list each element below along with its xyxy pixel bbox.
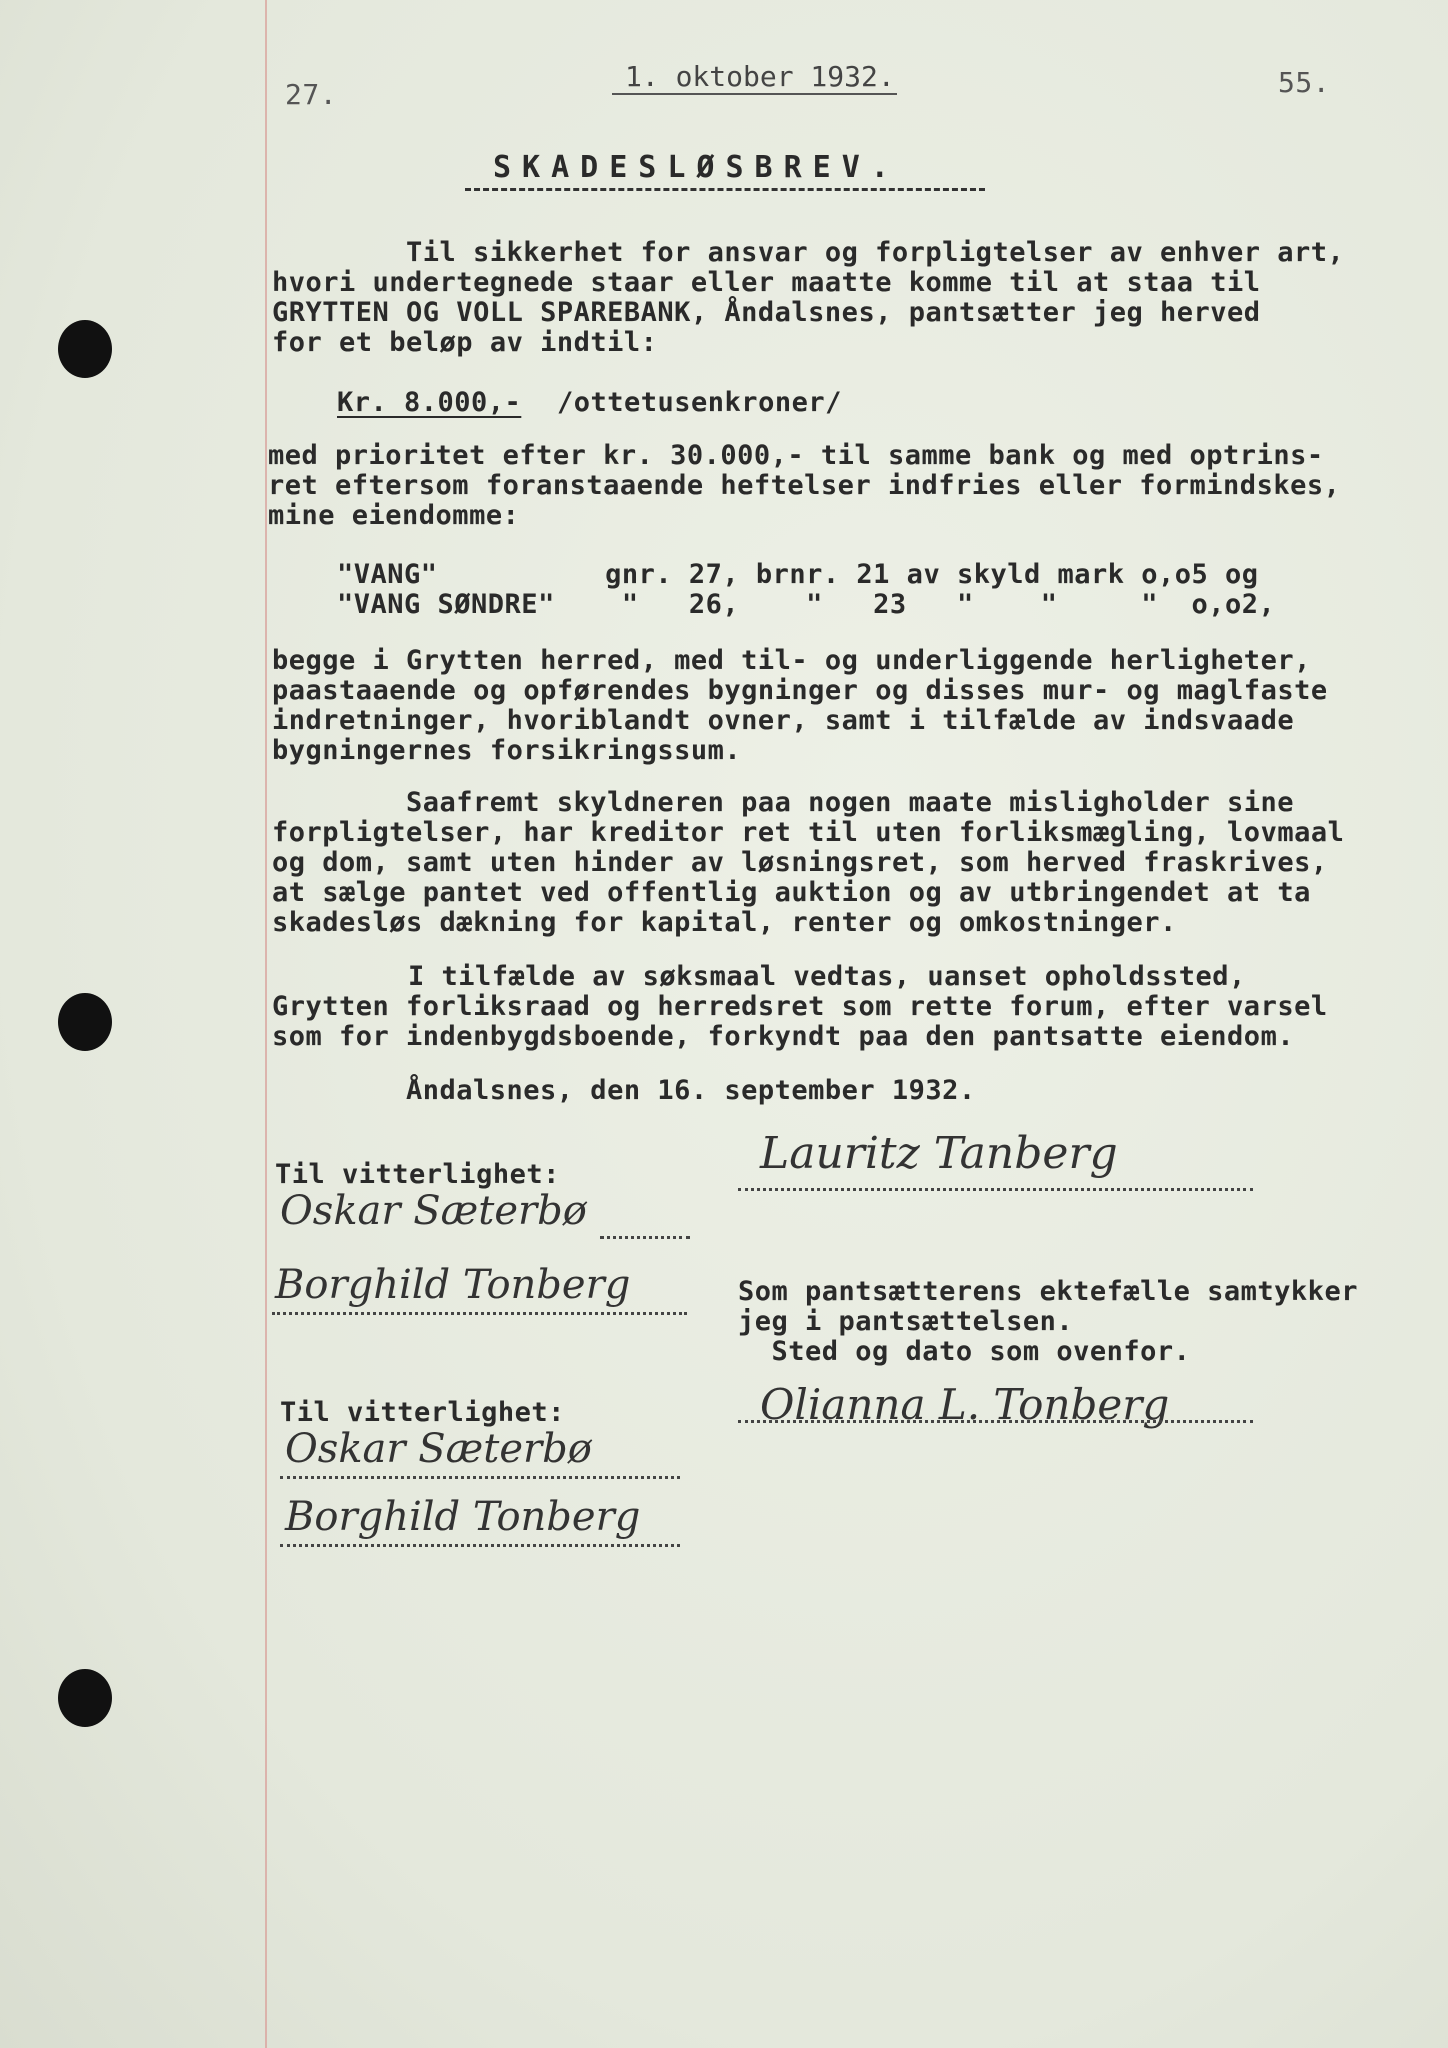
property-line: "VANG SØNDRE" " 26, " 23 " " " o,o2,: [337, 589, 1276, 620]
witness-signature: Oskar Sæterbø: [285, 1426, 592, 1472]
witness-label: Til vitterlighet:: [275, 1159, 560, 1190]
para1-line: hvori undertegnede staar eller maatte komme til at staa til: [272, 267, 1261, 298]
para3-line: paastaaende og opførendes bygninger og disses mur- og maglfaste: [272, 675, 1328, 706]
title-underline: [465, 188, 985, 191]
loan-amount: Kr. 8.000,-: [337, 387, 522, 418]
para4-line: forpligtelser, har kreditor ret til uten forliksmægling, lovmaal: [272, 817, 1345, 848]
signature-dotted-line: [272, 1312, 687, 1315]
para4-line: Saafremt skyldneren paa nogen maate misligholder sine: [406, 787, 1295, 818]
witness-label: Til vitterlighet:: [280, 1397, 565, 1428]
header-date-underline: [612, 93, 897, 95]
para1-line: Til sikkerhet for ansvar og forpligtelser av enhver art,: [406, 237, 1345, 268]
para1-line: for et beløp av indtil:: [272, 327, 658, 358]
witness-signature: Oskar Sæterbø: [280, 1188, 587, 1234]
para3-line: bygningernes forsikringssum.: [272, 735, 742, 766]
witness-signature: Borghild Tonberg: [275, 1262, 631, 1308]
punch-hole: [58, 993, 112, 1051]
para2-line: ret eftersom foranstaaende heftelser indfries eller formindskes,: [268, 470, 1341, 501]
para1-line: GRYTTEN OG VOLL SPAREBANK, Åndalsnes, pantsætter jeg herved: [272, 297, 1261, 328]
consent-line: Som pantsætterens ektefælle samtykker: [738, 1276, 1358, 1307]
para4-line: og dom, samt uten hinder av løsningsret, som herved fraskrives,: [272, 847, 1328, 878]
loan-amount-words: /ottetusenkroner/: [557, 387, 842, 418]
debtor-signature: Lauritz Tanberg: [760, 1128, 1118, 1179]
signature-dotted-line: [600, 1236, 690, 1239]
punch-hole: [58, 1669, 112, 1727]
para5-line: som for indenbygdsboende, forkyndt paa den pantsatte eiendom.: [272, 1021, 1295, 1052]
signature-dotted-line: [738, 1188, 1253, 1191]
para2-line: mine eiendomme:: [268, 500, 520, 531]
consent-line: Sted og dato som ovenfor.: [738, 1336, 1191, 1367]
margin-rule: [265, 0, 267, 2048]
para5-line: I tilfælde av søksmaal vedtas, uanset opholdssted,: [408, 961, 1246, 992]
signature-dotted-line: [738, 1420, 1253, 1423]
spouse-signature: Olianna L. Tonberg: [760, 1380, 1170, 1429]
signature-dotted-line: [280, 1476, 680, 1479]
para4-line: at sælge pantet ved offentlig auktion og av utbringendet at ta: [272, 877, 1311, 908]
page-left-number: 27.: [285, 78, 338, 111]
para5-line: Grytten forliksraad og herredsret som rette forum, efter varsel: [272, 991, 1328, 1022]
signature-dotted-line: [280, 1544, 680, 1547]
para3-line: indretninger, hvoriblandt ovner, samt i tilfælde av indsvaade: [272, 705, 1295, 736]
punch-hole: [58, 320, 112, 378]
para2-line: med prioritet efter kr. 30.000,- til samme bank og med optrins-: [268, 440, 1324, 471]
para3-line: begge i Grytten herred, med til- og underliggende herligheter,: [272, 645, 1311, 676]
property-line: "VANG" gnr. 27, brnr. 21 av skyld mark o,o5 og: [337, 559, 1259, 590]
header-date: 1. oktober 1932.: [625, 60, 895, 93]
document-title: SKADESLØSBREV.: [493, 150, 900, 185]
witness-signature: Borghild Tonberg: [285, 1494, 641, 1540]
page-right-number: 55.: [1278, 66, 1331, 99]
consent-line: jeg i pantsættelsen.: [738, 1306, 1074, 1337]
place-date: Åndalsnes, den 16. september 1932.: [406, 1075, 976, 1106]
para4-line: skadesløs dækning for kapital, renter og omkostninger.: [272, 907, 1177, 938]
